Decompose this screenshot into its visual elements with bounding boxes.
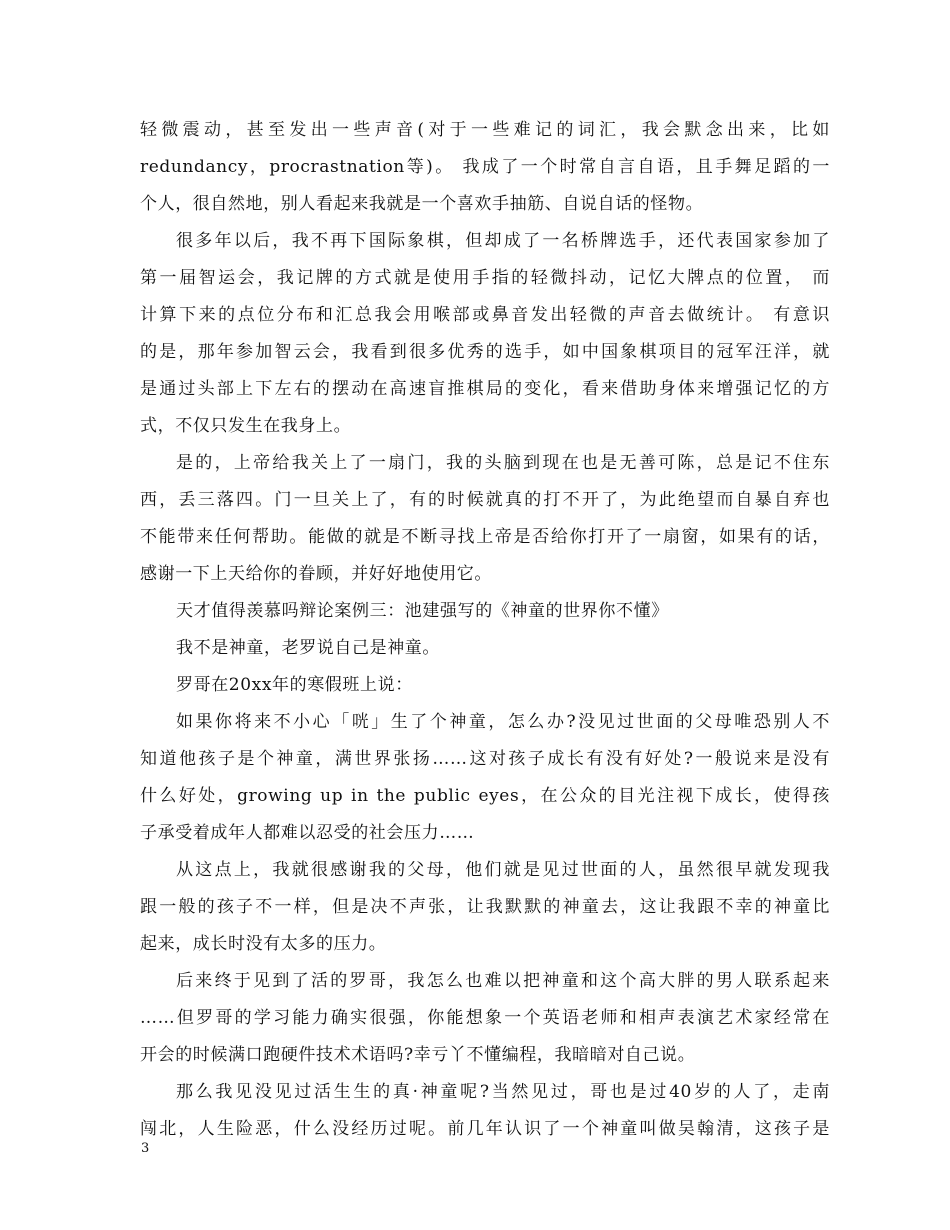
- text-line: 闯北，人生险恶，什么没经历过呢。前几年认识了一个神童叫做吴翰清，这孩子是: [140, 1119, 830, 1139]
- text-line: ……但罗哥的学习能力确实很强，你能想象一个英语老师和相声表演艺术家经常在: [140, 1008, 830, 1028]
- text-line: 第一届智运会，我记牌的方式就是使用手指的轻微抖动，记忆大牌点的位置， 而: [140, 268, 830, 288]
- section-heading: 天才值得羡慕吗辩论案例三：池建强写的《神童的世界你不懂》: [176, 601, 669, 621]
- text-line: 感谢一下上天给你的眷顾，并好好地使用它。: [140, 564, 492, 584]
- text-line: 个人，很自然地，别人看起来我就是一个喜欢手抽筋、自说自话的怪物。: [140, 194, 704, 214]
- text-line: 轻微震动，甚至发出一些声音(对于一些难记的词汇，我会默念出来，比如: [140, 120, 830, 140]
- text-line: 那么我见没见过活生生的真·神童呢?当然见过，哥也是过40岁的人了，走南: [176, 1082, 830, 1102]
- page-number: 3: [141, 1141, 150, 1156]
- text-line: 子承受着成年人都难以忍受的社会压力……: [140, 823, 475, 843]
- text-line: 计算下来的点位分布和汇总我会用喉部或鼻音发出轻微的声音去做统计。 有意识: [140, 305, 830, 325]
- text-line: 不能带来任何帮助。能做的就是不断寻找上帝是否给你打开了一扇窗，如果有的话，: [140, 527, 830, 547]
- text-line: 式，不仅只发生在我身上。: [140, 416, 352, 436]
- text-line: 是的，上帝给我关上了一扇门，我的头脑到现在也是无善可陈，总是记不住东: [176, 453, 830, 473]
- text-line: 很多年以后，我不再下国际象棋，但却成了一名桥牌选手，还代表国家参加了: [176, 231, 830, 251]
- text-line: 开会的时候满口跑硬件技术术语吗?幸亏丫不懂编程，我暗暗对自己说。: [140, 1045, 696, 1065]
- text-line: 跟一般的孩子不一样，但是决不声张，让我默默的神童去，这让我跟不幸的神童比: [140, 897, 830, 917]
- text-line: 罗哥在20xx年的寒假班上说：: [176, 675, 413, 695]
- text-line: 的是，那年参加智云会，我看到很多优秀的选手，如中国象棋项目的冠军汪洋，就: [140, 342, 830, 362]
- text-line: 后来终于见到了活的罗哥，我怎么也难以把神童和这个高大胖的男人联系起来: [176, 971, 830, 991]
- text-line: 知道他孩子是个神童，满世界张扬……这对孩子成长有没有好处?一般说来是没有: [140, 749, 830, 769]
- text-line: 西，丢三落四。门一旦关上了，有的时候就真的打不开了，为此绝望而自暴自弃也: [140, 490, 830, 510]
- text-line: 是通过头部上下左右的摆动在高速盲推棋局的变化，看来借助身体来增强记忆的方: [140, 379, 830, 399]
- text-line: 如果你将来不小心「咣」生了个神童，怎么办?没见过世面的父母唯恐别人不: [176, 712, 830, 732]
- text-line: 从这点上，我就很感谢我的父母，他们就是见过世面的人，虽然很早就发现我: [176, 860, 830, 880]
- text-line: 什么好处，growing up in the public eyes，在公众的目光注视下成长，使得孩: [140, 786, 830, 806]
- text-line: 起来，成长时没有太多的压力。: [140, 934, 387, 954]
- text-line: 我不是神童，老罗说自己是神童。: [176, 638, 440, 658]
- text-line: redundancy，procrastnation等)。 我成了一个时常自言自语，且手舞足蹈的一: [140, 157, 830, 177]
